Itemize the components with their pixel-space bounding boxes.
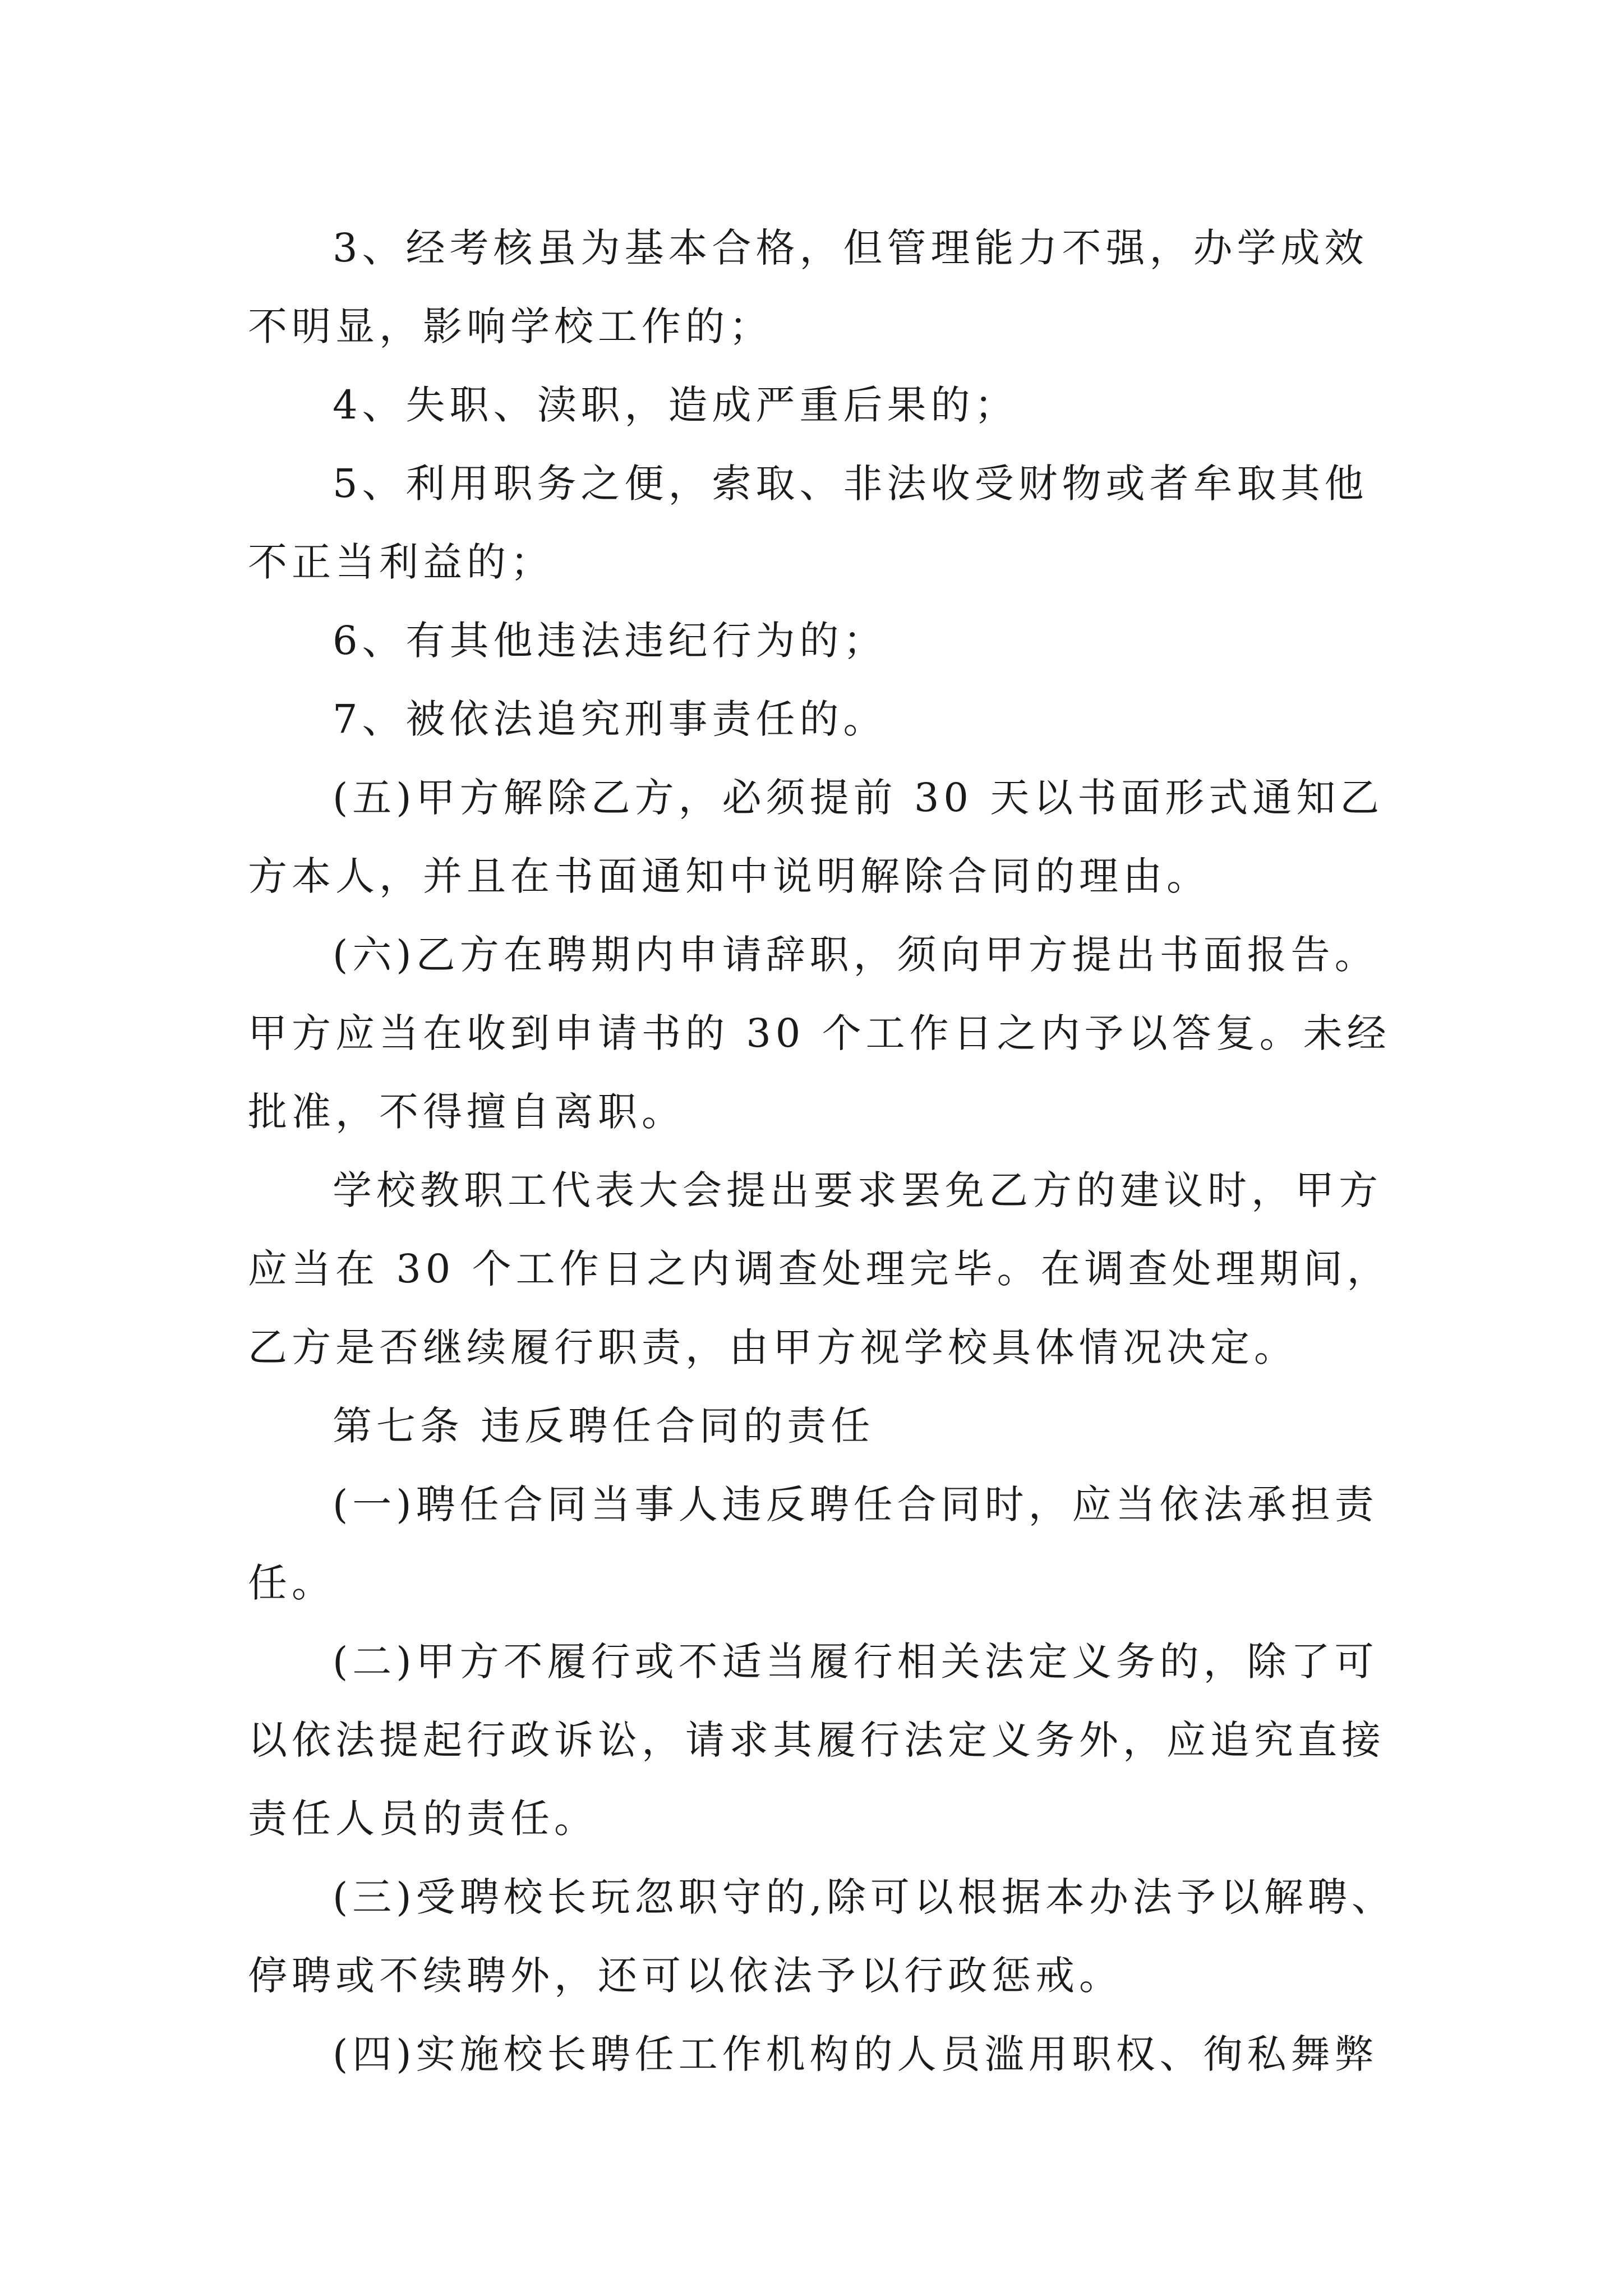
paragraph-line: 学校教职工代表大会提出要求罢免乙方的建议时，甲方 bbox=[333, 1167, 1382, 1213]
paragraph-line: 应当在 30 个工作日之内调查处理完毕。在调查处理期间， bbox=[248, 1246, 1391, 1292]
paragraph-line: 方本人，并且在书面通知中说明解除合同的理由。 bbox=[248, 853, 1210, 899]
paragraph-line: (六)乙方在聘期内申请辞职，须向甲方提出书面报告。 bbox=[333, 932, 1378, 978]
paragraph-line: 以依法提起行政诉讼，请求其履行法定义务外，应追究直接 bbox=[248, 1717, 1385, 1763]
paragraph-line: 停聘或不续聘外，还可以依法予以行政惩戒。 bbox=[248, 1953, 1123, 1999]
paragraph-line: 6、有其他违法违纪行为的； bbox=[333, 618, 887, 664]
paragraph-line: 批准，不得擅自离职。 bbox=[248, 1089, 685, 1135]
paragraph-line: (三)受聘校长玩忽职守的,除可以根据本办法予以解聘、 bbox=[333, 1874, 1395, 1920]
paragraph-line: 任。 bbox=[248, 1560, 335, 1606]
paragraph-line: 3、经考核虽为基本合格，但管理能力不强，办学成效 bbox=[333, 225, 1368, 271]
document-body bbox=[248, 209, 1395, 2093]
paragraph-line: 责任人员的责任。 bbox=[248, 1796, 598, 1842]
paragraph-line: 不正当利益的； bbox=[248, 539, 554, 585]
paragraph-line: (二)甲方不履行或不适当履行相关法定义务的，除了可 bbox=[333, 1639, 1378, 1685]
section-heading: 第七条 违反聘任合同的责任 bbox=[333, 1403, 875, 1449]
paragraph-line: (四)实施校长聘任工作机构的人员滥用职权、徇私舞弊 bbox=[333, 2031, 1378, 2077]
paragraph-line: 乙方是否继续履行职责，由甲方视学校具体情况决定。 bbox=[248, 1324, 1298, 1370]
paragraph-line: (一)聘任合同当事人违反聘任合同时，应当依法承担责 bbox=[333, 1481, 1378, 1527]
paragraph-line: 7、被依法追究刑事责任的。 bbox=[333, 696, 887, 742]
paragraph-line: (五)甲方解除乙方，必须提前 30 天以书面形式通知乙 bbox=[333, 775, 1384, 821]
paragraph-line: 不明显，影响学校工作的； bbox=[248, 303, 773, 349]
paragraph-line: 甲方应当在收到申请书的 30 个工作日之内予以答复。未经 bbox=[248, 1010, 1391, 1056]
paragraph-line: 5、利用职务之便，索取、非法收受财物或者牟取其他 bbox=[333, 461, 1368, 507]
paragraph-line: 4、失职、渎职，造成严重后果的； bbox=[333, 382, 1018, 428]
